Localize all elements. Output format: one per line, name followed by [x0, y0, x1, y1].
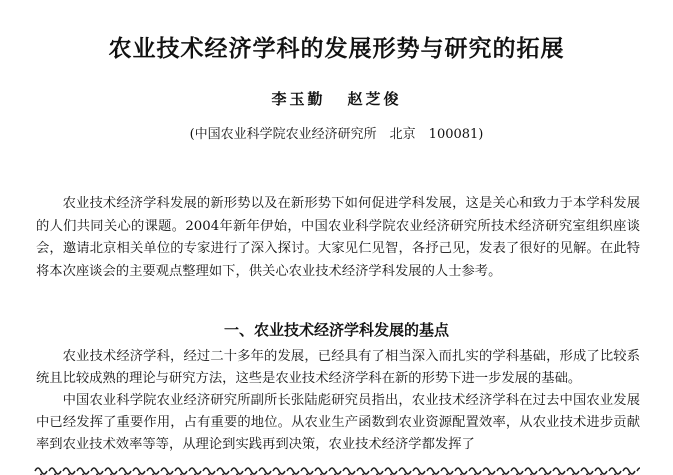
abstract-paragraph: 农业技术经济学科发展的新形势以及在新形势下如何促进学科发展，这是关心和致力于本学科发展的人们共同关心的课题。2004年新年伊始，中国农业科学院农业经济研究所技术经济研究室组织座谈会，邀请北京相关单位的专家进行了深入探讨。大家见仁见智，各抒己见，发表了很好的见解。在此特将本次座谈会的主要观点整理如下，供关心农业技术经济学科发展的人士参考。 [36, 196, 640, 279]
affiliation: (中国农业科学院农业经济研究所 北京 100081) [189, 127, 484, 142]
section-heading: 一、农业技术经济学科发展的基点 [223, 321, 449, 339]
ornamental-border-icon [34, 462, 640, 475]
author-name: 赵芝俊 [347, 90, 402, 108]
body-paragraph: 农业技术经济学科，经过二十多年的发展，已经具有了相当深入而扎实的学科基础，形成了比较系统且比较成熟的理论与研究方法，这些是农业技术经济学科在新的形势下进一步发展的基础。 [36, 349, 640, 386]
body-paragraph: 中国农业科学院农业经济研究所副所长张陆彪研究员指出，农业技术经济学科在过去中国农业发展中已经发挥了重要作用，占有重要的地位。从农业生产函数到农业资源配置效率，从农业技术进步贡献率到农业技术效率等等，从理论到实践再到决策，农业技术经济学都发挥了 [36, 393, 640, 452]
author-name: 李玉勤 [271, 90, 326, 108]
author-line [0, 88, 673, 109]
paper-title: 农业技术经济学科的发展形势与研究的拓展 [108, 36, 565, 62]
